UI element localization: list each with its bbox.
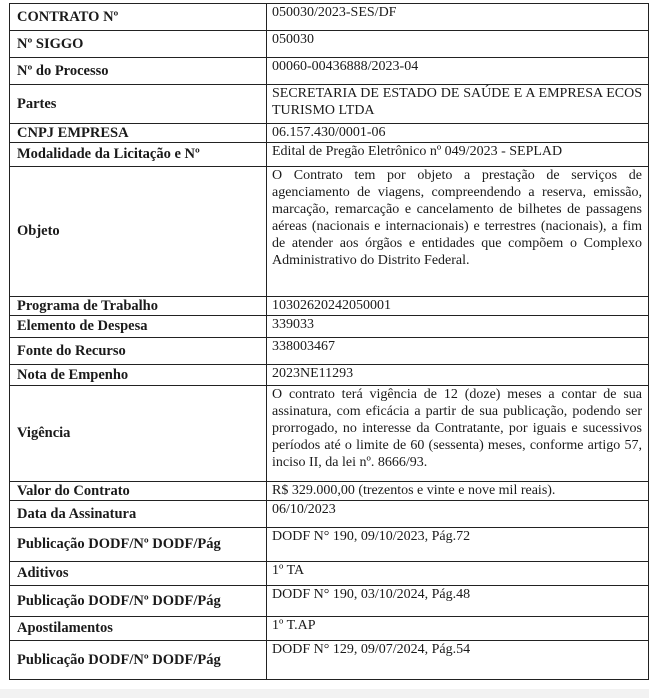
row-value-elemento: 339033 (267, 316, 649, 338)
table-row (10, 124, 649, 143)
table-row (10, 143, 649, 167)
table-row (10, 4, 649, 31)
table-row (10, 562, 649, 586)
row-label-cnpj: CNPJ EMPRESA (10, 124, 267, 143)
row-value-publicacao-2: DODF N° 190, 03/10/2024, Pág.48 (267, 586, 649, 617)
row-value-publicacao-1: DODF N° 190, 09/10/2023, Pág.72 (267, 528, 649, 562)
row-value-contrato: 050030/2023-SES/DF (267, 4, 649, 31)
row-label-partes: Partes (10, 85, 267, 124)
row-label-fonte: Fonte do Recurso (10, 338, 267, 365)
row-value-aditivos: 1º TA (267, 562, 649, 586)
row-label-programa: Programa de Trabalho (10, 297, 267, 316)
row-value-partes: SECRETARIA DE ESTADO DE SAÚDE E A EMPRESA ECOS TURISMO LTDA (267, 85, 649, 124)
table-row (10, 297, 649, 316)
table-row (10, 501, 649, 528)
table-row (10, 58, 649, 85)
table-row (10, 586, 649, 617)
row-label-publicacao-1: Publicação DODF/Nº DODF/Pág (10, 528, 267, 562)
row-value-modalidade: Edital de Pregão Eletrônico nº 049/2023 - SEPLAD (267, 143, 649, 167)
row-value-siggo: 050030 (267, 31, 649, 58)
table-row (10, 641, 649, 680)
table-row (10, 528, 649, 562)
row-label-contrato: CONTRATO Nº (10, 4, 267, 31)
row-label-processo: Nº do Processo (10, 58, 267, 85)
row-value-vigencia: O contrato terá vigência de 12 (doze) meses a contar de sua assinatura, com eficácia a partir de sua publicação, podendo ser prorrogado, no interesse da Contratante, por iguais e sucessivos períodos até o limite de 60 (sessenta) meses, conforme artigo 57, inciso II, da lei nº. 8666/93. (267, 386, 649, 482)
row-label-siggo: Nº SIGGO (10, 31, 267, 58)
page-bottom-strip (0, 689, 649, 698)
row-label-assinatura: Data da Assinatura (10, 501, 267, 528)
table-row (10, 85, 649, 124)
row-value-fonte: 338003467 (267, 338, 649, 365)
row-value-valor: R$ 329.000,00 (trezentos e vinte e nove mil reais). (267, 482, 649, 501)
row-label-empenho: Nota de Empenho (10, 365, 267, 386)
row-label-elemento: Elemento de Despesa (10, 316, 267, 338)
row-label-objeto: Objeto (10, 167, 267, 297)
table-row (10, 316, 649, 338)
row-value-publicacao-3: DODF N° 129, 09/07/2024, Pág.54 (267, 641, 649, 680)
row-value-apostilamentos: 1º T.AP (267, 617, 649, 641)
table-row (10, 365, 649, 386)
row-label-publicacao-2: Publicação DODF/Nº DODF/Pág (10, 586, 267, 617)
row-label-publicacao-3: Publicação DODF/Nº DODF/Pág (10, 641, 267, 680)
row-label-modalidade: Modalidade da Licitação e Nº (10, 143, 267, 167)
row-label-aditivos: Aditivos (10, 562, 267, 586)
row-value-objeto: O Contrato tem por objeto a prestação de serviços de agenciamento de viagens, compreendendo a reserva, emissão, marcação, remarcação e cancelamento de bilhetes de passagens aéreas (nacionais e internacionais) e terrestres (nacionais), a fim de atender aos órgãos e entidades que compõem o Complexo Administrativo do Distrito Federal. (267, 167, 649, 297)
contract-summary-table (9, 3, 649, 680)
table-row (10, 31, 649, 58)
table-row (10, 167, 649, 297)
row-label-valor: Valor do Contrato (10, 482, 267, 501)
row-value-processo: 00060-00436888/2023-04 (267, 58, 649, 85)
row-value-cnpj: 06.157.430/0001-06 (267, 124, 649, 143)
table-row (10, 482, 649, 501)
row-label-apostilamentos: Apostilamentos (10, 617, 267, 641)
row-value-programa: 10302620242050001 (267, 297, 649, 316)
table-row (10, 617, 649, 641)
row-value-assinatura: 06/10/2023 (267, 501, 649, 528)
table-row (10, 338, 649, 365)
table-row (10, 386, 649, 482)
row-value-empenho: 2023NE11293 (267, 365, 649, 386)
row-label-vigencia: Vigência (10, 386, 267, 482)
